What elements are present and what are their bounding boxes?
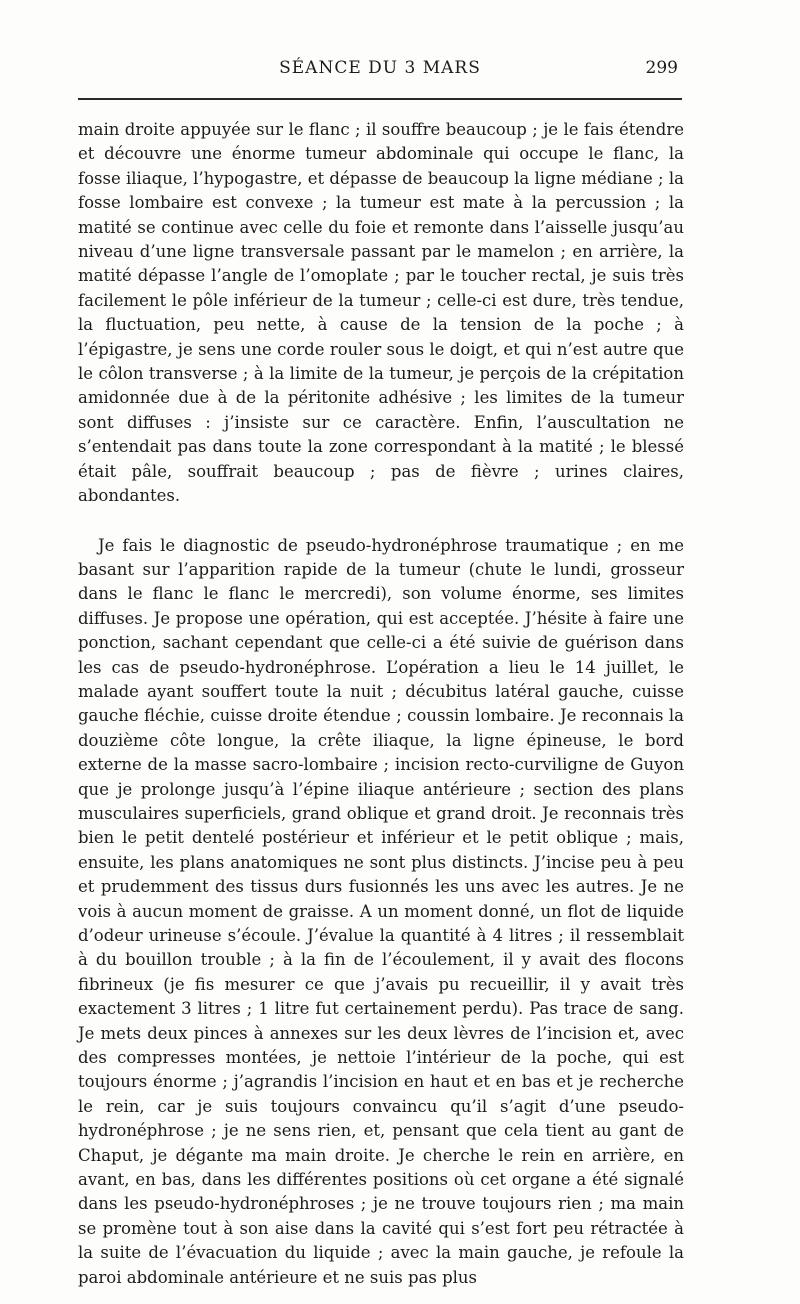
body-text bbox=[78, 118, 684, 1290]
page-header bbox=[78, 58, 682, 88]
header-rule bbox=[78, 98, 682, 100]
paragraph-2: Je fais le diagnostic de pseudo-hydronéphrose traumatique ; en me basant sur l’apparition rapide de la tumeur (chute le lundi, grosseur dans le flanc le flanc le mercredi), son volume énorme, ses limites diffuses. Je propose une opération, qui est acceptée. J’hésite à faire une ponction, sachant cependant que celle-ci a été suivie de guérison dans les cas de pseudo-hydronéphrose. L’opération a lieu le 14 juillet, le malade ayant souffert toute la nuit ; décubitus latéral gauche, cuisse gauche fléchie, cuisse droite étendue ; coussin lombaire. Je reconnais la douzième côte longue, la crête iliaque, la ligne épineuse, le bord externe de la masse sacro-lombaire ; incision recto-curviligne de Guyon que je prolonge jusqu’à l’épine iliaque antérieure ; section des plans musculaires superficiels, grand oblique et grand droit. Je reconnais très bien le petit dentelé postérieur et inférieur et le petit oblique ; mais, ensuite, les plans anatomiques ne sont plus distincts. J’incise peu à peu et prudemment des tissus durs fusionnés les uns avec les autres. Je ne vois à aucun moment de graisse. A un moment donné, un flot de liquide d’odeur urineuse s’écoule. J’évalue la quantité à 4 litres ; il ressemblait à du bouillon trouble ; à la fin de l’écoulement, il y avait des flocons fibrineux (je fis mesurer ce que j’avais pu recueillir, il y avait très exactement 3 litres ; 1 litre fut certainement perdu). Pas trace de sang. Je mets deux pinces à annexes sur les deux lèvres de l’incision et, avec des compresses montées, je nettoie l’intérieur de la poche, qui est toujours énorme ; j’agrandis l’incision en haut et en bas et je recherche le rein, car je suis toujours convaincu qu’il s’agit d’une pseudo-hydronéphrose ; je ne sens rien, et, pensant que cela tient au gant de Chaput, je dégante ma main droite. Je cherche le rein en arrière, en avant, en bas, dans les différentes positions où cet organe a été signalé dans les pseudo-hydronéphroses ; je ne trouve toujours rien ; ma main se promène tout à son aise dans la cavité qui s’est fort peu rétractée à la suite de l’évacuation du liquide ; avec la main gauche, je refoule la paroi abdominale antérieure et ne suis pas plus bbox=[78, 535, 684, 1287]
paragraph-1: main droite appuyée sur le flanc ; il souffre beaucoup ; je le fais étendre et découvre une énorme tumeur abdominale qui occupe le flanc, la fosse iliaque, l’hypogastre, et dépasse de beaucoup la ligne médiane ; la fosse lombaire est convexe ; la tumeur est mate à la percussion ; la matité se continue avec celle du foie et remonte dans l’aisselle jusqu’au niveau d’une ligne transversale passant par le mamelon ; en arrière, la matité dépasse l’angle de l’omoplate ; par le toucher rectal, je suis très facilement le pôle inférieur de la tumeur ; celle-ci est dure, très tendue, la fluctuation, peu nette, à cause de la tension de la poche ; à l’épigastre, je sens une corde rouler sous le doigt, et qui n’est autre que le côlon transverse ; à la limite de la tumeur, je perçois de la crépitation amidonnée due à de la péritonite adhésive ; les limites de la tumeur sont diffuses : j’insiste sur ce caractère. Enfin, l’auscultation ne s’entendait pas dans toute la zone correspondant à la matité ; le blessé était pâle, souffrait beaucoup ; pas de fièvre ; urines claires, abondantes. bbox=[78, 120, 684, 506]
page-number: 299 bbox=[645, 58, 678, 78]
running-title: SÉANCE DU 3 MARS bbox=[279, 58, 481, 78]
